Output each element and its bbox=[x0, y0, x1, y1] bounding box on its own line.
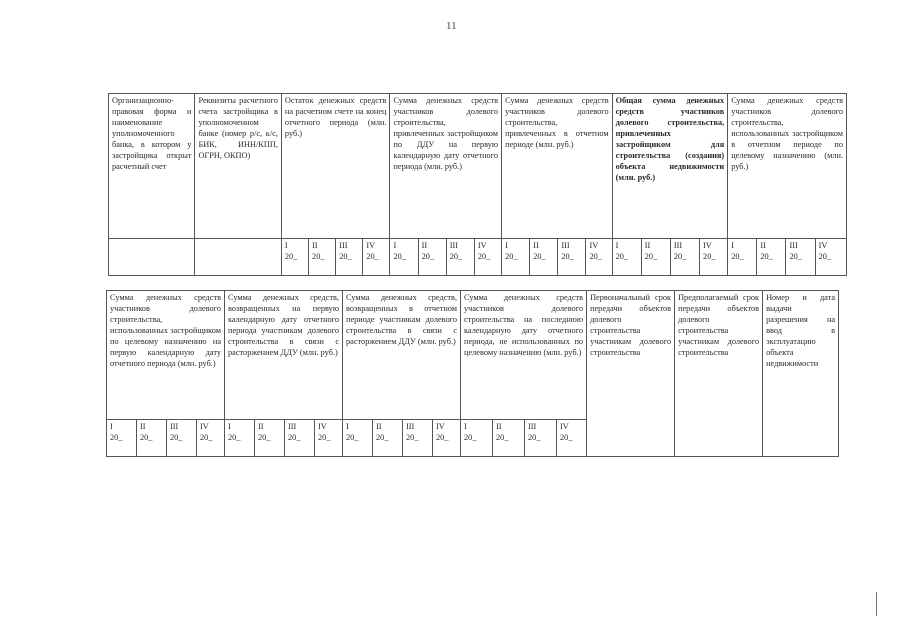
quarter-cell: IV 20_ bbox=[433, 420, 461, 457]
header-cell-expected-transfer-term: Предполагаемый срок передачи объектов долевого строительства участникам долевого строительства bbox=[675, 291, 763, 457]
header-cell-returned-first-date: Сумма денежных средств, возвращенных на первую календарную дату отчетного периода участникам долевого строительства в связи с расторжением ДДУ (млн. руб.) bbox=[225, 291, 343, 420]
quarter-cell: III 20_ bbox=[446, 239, 474, 276]
quarter-cell: I 20_ bbox=[225, 420, 255, 457]
quarter-cell: II 20_ bbox=[309, 239, 336, 276]
empty-cell bbox=[109, 239, 195, 276]
header-cell-bank: Организационно-правовая форма и наименование уполномоченного банка, в котором у застройщика открыт расчетный счет bbox=[109, 94, 195, 239]
quarter-cell: III 20_ bbox=[525, 420, 557, 457]
quarter-cell: IV 20_ bbox=[474, 239, 501, 276]
header-cell-used-period: Сумма денежных средств участников долевого строительства, использованных застройщиком в отчетном периоде по целевому назначению (млн. руб.) bbox=[728, 94, 847, 239]
quarter-cell: III 20_ bbox=[285, 420, 315, 457]
header-cell-raised-first-date: Сумма денежных средств участников долевого строительства, привлеченных застройщиком по ДДУ на первую календарную дату отчетного периода (млн. руб.) bbox=[390, 94, 502, 239]
quarter-cell: II 20_ bbox=[493, 420, 525, 457]
quarter-cell: I 20_ bbox=[612, 239, 641, 276]
page-number: 11 bbox=[446, 20, 457, 32]
quarter-cell: II 20_ bbox=[757, 239, 786, 276]
quarter-cell: I 20_ bbox=[390, 239, 418, 276]
header-cell-unused-last-date: Сумма денежных средств участников долевого строительства на последнюю календарную дату отчетного периода, не использованных по целевому назначению (млн. руб.) bbox=[461, 291, 587, 420]
quarter-cell: II 20_ bbox=[373, 420, 403, 457]
empty-cell bbox=[195, 239, 281, 276]
quarter-cell: I 20_ bbox=[728, 239, 757, 276]
quarter-cell: II 20_ bbox=[418, 239, 446, 276]
header-cell-used-first-date: Сумма денежных средств участников долевого строительства, использованных застройщиком по целевому назначению на первую календарную дату отчетного периода (млн. руб.) bbox=[107, 291, 225, 420]
quarter-cell: II 20_ bbox=[530, 239, 558, 276]
report-table-1 bbox=[108, 93, 847, 276]
quarter-cell: III 20_ bbox=[670, 239, 699, 276]
quarter-row bbox=[109, 239, 847, 276]
quarter-cell: IV 20_ bbox=[557, 420, 587, 457]
quarter-cell: III 20_ bbox=[336, 239, 363, 276]
quarter-cell: IV 20_ bbox=[197, 420, 225, 457]
quarter-cell: II 20_ bbox=[255, 420, 285, 457]
quarter-cell: IV 20_ bbox=[586, 239, 612, 276]
quarter-cell: II 20_ bbox=[137, 420, 167, 457]
quarter-cell: I 20_ bbox=[107, 420, 137, 457]
quarter-cell: III 20_ bbox=[558, 239, 586, 276]
quarter-cell: I 20_ bbox=[281, 239, 308, 276]
quarter-cell: II 20_ bbox=[641, 239, 670, 276]
scan-edge-mark bbox=[876, 592, 877, 616]
quarter-cell: I 20_ bbox=[502, 239, 530, 276]
quarter-cell: IV 20_ bbox=[315, 420, 343, 457]
header-cell-permit-number-date: Номер и дата выдачи разрешения на ввод в эксплуатацию объекта недвижимости bbox=[763, 291, 839, 457]
quarter-cell: III 20_ bbox=[167, 420, 197, 457]
quarter-cell: IV 20_ bbox=[363, 239, 390, 276]
quarter-cell: I 20_ bbox=[461, 420, 493, 457]
header-cell-account-balance: Остаток денежных средств на расчетном счете на конец отчетного периода (млн. руб.) bbox=[281, 94, 390, 239]
quarter-cell: IV 20_ bbox=[815, 239, 846, 276]
header-cell-raised-period: Сумма денежных средств участников долевого строительства, привлеченных в отчетном периоде (млн. руб.) bbox=[502, 94, 613, 239]
quarter-cell: III 20_ bbox=[403, 420, 433, 457]
header-cell-total-raised: Общая сумма денежных средств участников долевого строительства, привлеченных застройщиком для строительства (создания) объекта недвижимости (млн. руб.) bbox=[612, 94, 728, 239]
header-cell-returned-period: Сумма денежных средств, возвращенных в отчетном периоде участникам долевого строительства в связи с расторжением ДДУ (млн. руб.) bbox=[343, 291, 461, 420]
quarter-cell: I 20_ bbox=[343, 420, 373, 457]
quarter-cell: IV 20_ bbox=[700, 239, 728, 276]
header-cell-initial-transfer-term: Первоначальный срок передачи объектов долевого строительства участникам долевого строительства bbox=[587, 291, 675, 457]
quarter-cell: III 20_ bbox=[786, 239, 815, 276]
header-cell-account-details: Реквизиты расчетного счета застройщика в уполномоченном банке (номер р/с, к/с, БИК, ИНН/КПП, ОГРН, ОКПО) bbox=[195, 94, 281, 239]
table-header-row bbox=[107, 291, 839, 420]
table-header-row bbox=[109, 94, 847, 239]
report-table-2 bbox=[106, 290, 839, 457]
